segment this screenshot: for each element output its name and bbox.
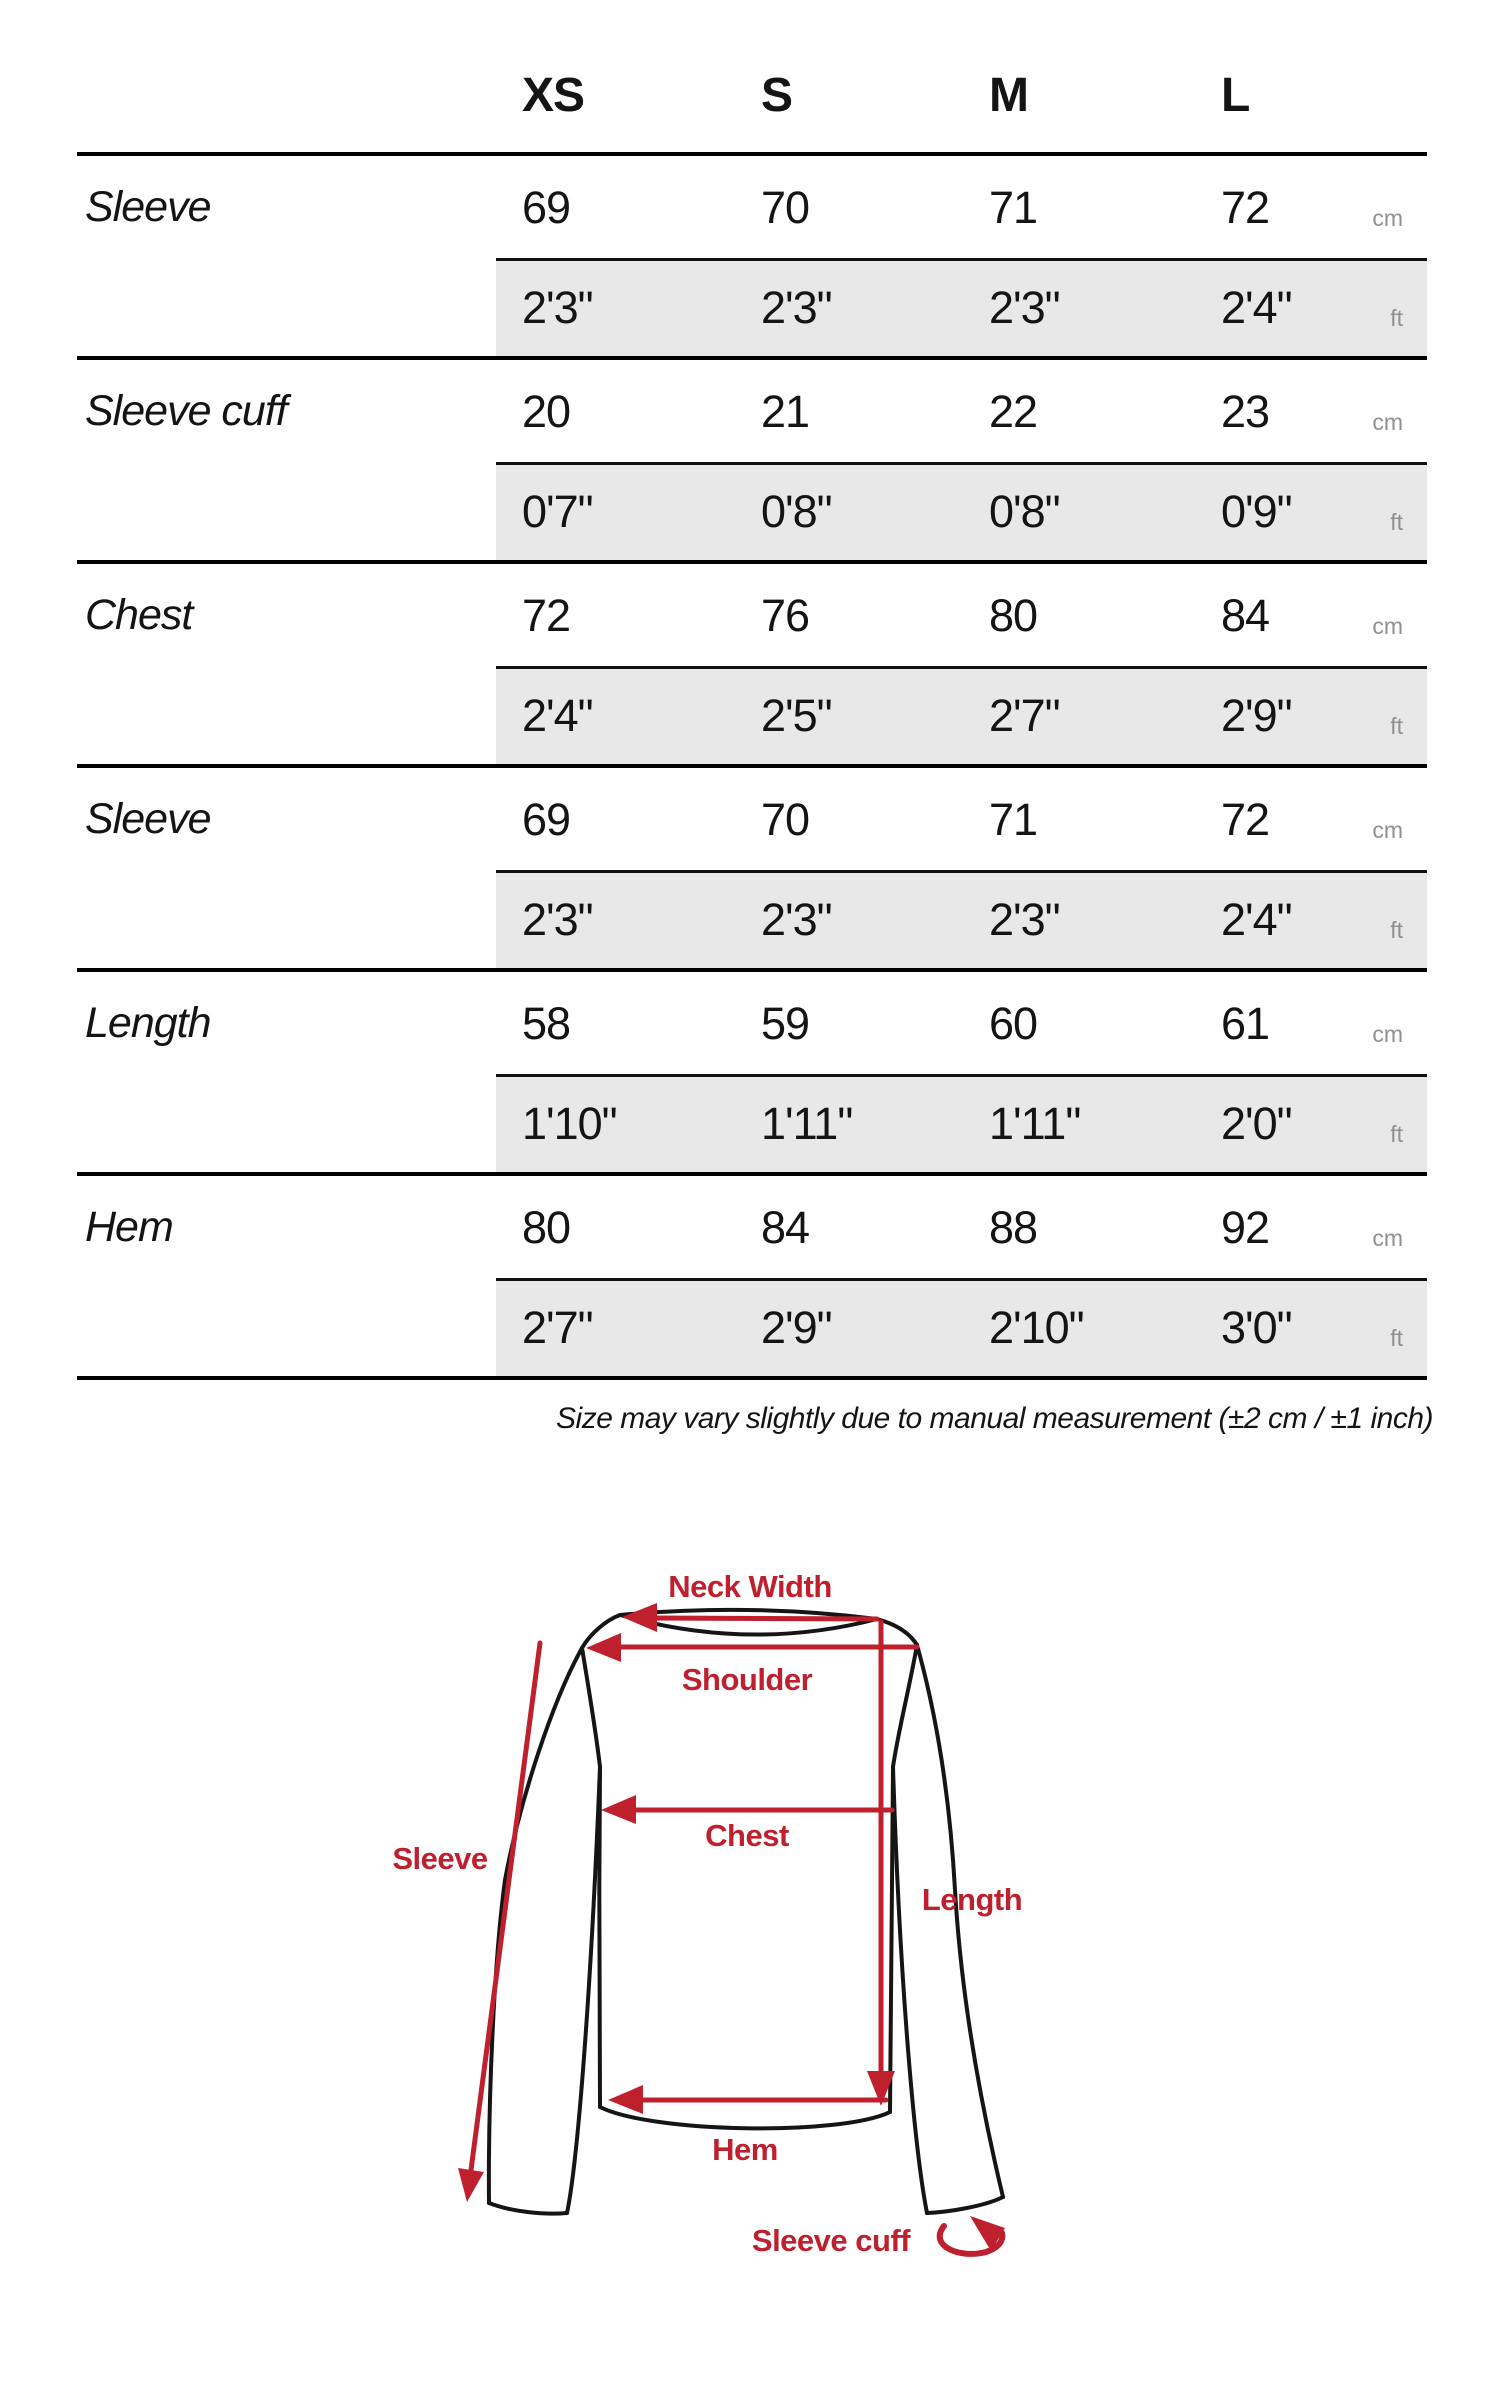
value-cell: 1'10" (522, 1097, 617, 1149)
unit-label-cm: cm (1372, 204, 1403, 231)
unit-label-cm: cm (1372, 816, 1403, 843)
value-cell: 61 (1221, 997, 1270, 1049)
value-cell: 21 (761, 385, 810, 437)
value-cell: 2'9" (1221, 689, 1292, 741)
value-cell: 70 (761, 181, 810, 233)
value-cell: 2'3" (522, 893, 593, 945)
measurement-label: Sleeve cuff (85, 386, 287, 435)
value-cell: 0'7" (522, 485, 593, 537)
value-cell: 84 (761, 1201, 810, 1253)
value-cell: 70 (761, 793, 810, 845)
value-cell: 0'9" (1221, 485, 1292, 537)
value-cell: 2'9" (761, 1301, 832, 1353)
value-cell: 1'11" (989, 1097, 1081, 1149)
measurement-tolerance-note: Size may vary slightly due to manual measurement (±2 cm / ±1 inch) (556, 1402, 1433, 1435)
length-label: Length (921, 1882, 1023, 1917)
value-cell: 2'3" (761, 281, 832, 333)
value-cell: 69 (522, 793, 571, 845)
hem-label: Hem (712, 2132, 778, 2167)
measurement-label: Sleeve (85, 182, 211, 231)
measurement-label: Chest (85, 590, 193, 639)
value-cell: 20 (522, 385, 571, 437)
value-cell: 0'8" (761, 485, 832, 537)
value-cell: 92 (1221, 1201, 1270, 1253)
value-cell: 2'4" (1221, 893, 1292, 945)
column-header-xs: XS (522, 69, 585, 122)
unit-label-ft: ft (1390, 1324, 1403, 1351)
column-header-s: S (761, 69, 793, 122)
sleeve-label: Sleeve (392, 1841, 488, 1876)
column-header-m: M (989, 69, 1028, 122)
unit-label-ft: ft (1390, 712, 1403, 739)
value-cell: 76 (761, 589, 810, 641)
value-cell: 2'10" (989, 1301, 1084, 1353)
column-header-l: L (1221, 69, 1250, 122)
unit-label-ft: ft (1390, 508, 1403, 535)
value-cell: 80 (522, 1201, 571, 1253)
value-cell: 69 (522, 181, 571, 233)
value-cell: 59 (761, 997, 810, 1049)
value-cell: 88 (989, 1201, 1038, 1253)
value-cell: 2'3" (522, 281, 593, 333)
chest-label: Chest (705, 1818, 789, 1853)
unit-label-ft: ft (1390, 1120, 1403, 1147)
value-cell: 72 (1221, 181, 1270, 233)
value-cell: 60 (989, 997, 1038, 1049)
unit-label-cm: cm (1372, 408, 1403, 435)
value-cell: 2'3" (761, 893, 832, 945)
value-cell: 3'0" (1221, 1301, 1292, 1353)
sleeve-cuff-swirl-arrow (940, 2216, 1005, 2254)
value-cell: 2'3" (989, 893, 1060, 945)
unit-label-ft: ft (1390, 916, 1403, 943)
unit-label-cm: cm (1372, 612, 1403, 639)
hem-arrow (608, 2085, 886, 2114)
value-cell: 71 (989, 181, 1038, 233)
unit-label-cm: cm (1372, 1224, 1403, 1251)
measurement-label: Length (85, 998, 211, 1047)
value-cell: 23 (1221, 385, 1270, 437)
value-cell: 2'0" (1221, 1097, 1292, 1149)
value-cell: 2'4" (1221, 281, 1292, 333)
value-cell: 72 (1221, 793, 1270, 845)
value-cell: 2'4" (522, 689, 593, 741)
value-cell: 72 (522, 589, 571, 641)
shoulder-label: Shoulder (681, 1662, 813, 1697)
value-cell: 22 (989, 385, 1038, 437)
diagram-labels (392, 1569, 1022, 2258)
value-cell: 80 (989, 589, 1038, 641)
value-cell: 2'7" (522, 1301, 593, 1353)
unit-label-ft: ft (1390, 304, 1403, 331)
value-cell: 1'11" (761, 1097, 853, 1149)
value-cell: 84 (1221, 589, 1270, 641)
value-cell: 71 (989, 793, 1038, 845)
unit-label-cm: cm (1372, 1020, 1403, 1047)
value-cell: 2'3" (989, 281, 1060, 333)
neck-width-label: Neck Width (668, 1569, 832, 1604)
measurement-label: Sleeve (85, 794, 211, 843)
sleeve-cuff-label: Sleeve cuff (751, 2223, 911, 2258)
measurement-label: Hem (85, 1202, 173, 1251)
value-cell: 58 (522, 997, 571, 1049)
value-cell: 2'7" (989, 689, 1060, 741)
value-cell: 0'8" (989, 485, 1060, 537)
value-cell: 2'5" (761, 689, 832, 741)
shoulder-arrow (586, 1633, 917, 1662)
